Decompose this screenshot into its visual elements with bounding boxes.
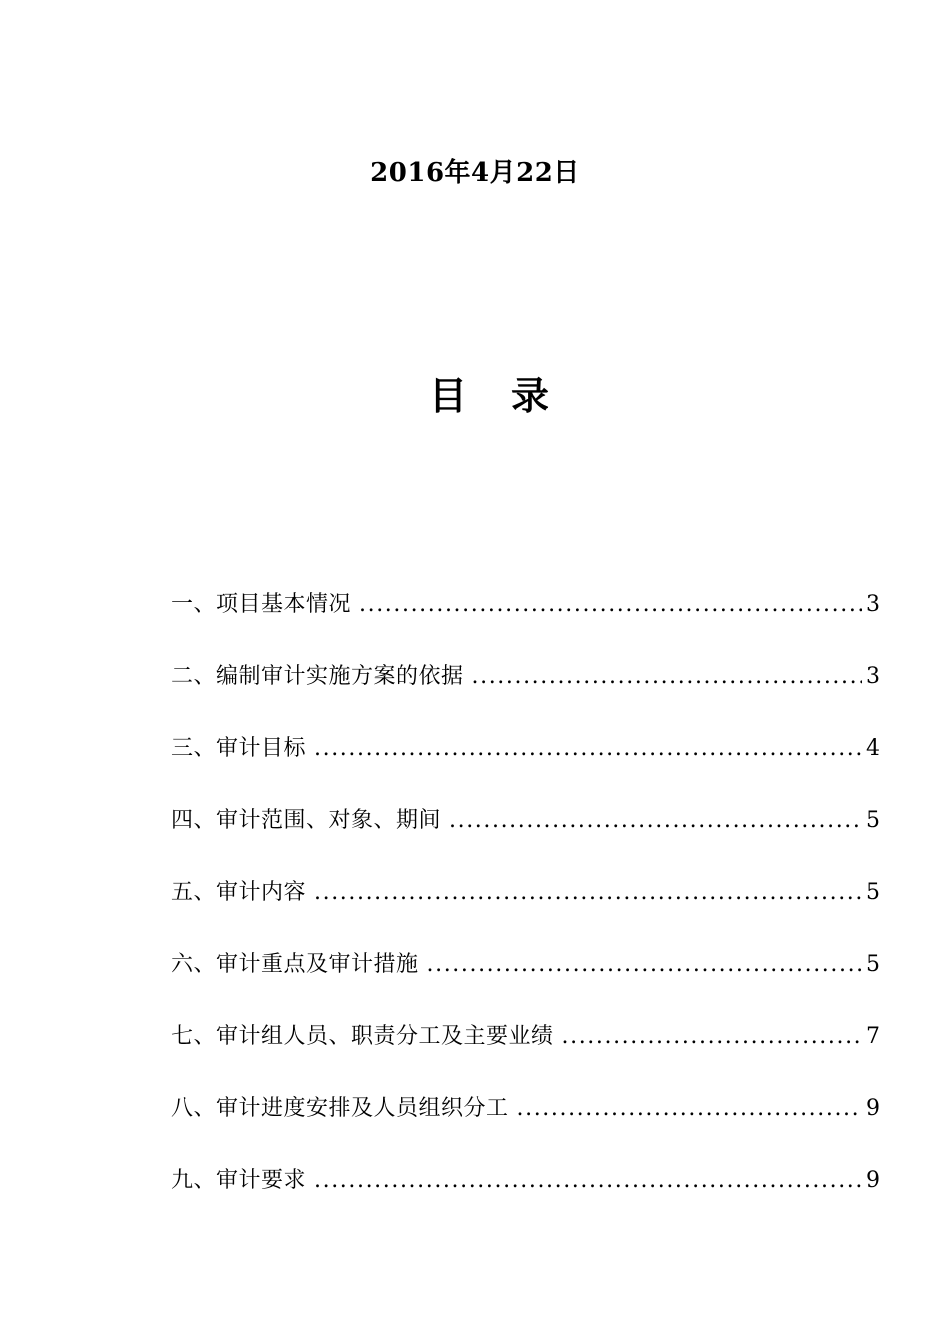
toc-heading	[0, 365, 950, 420]
toc-entry-label: 六、审计重点及审计措施	[171, 952, 419, 977]
toc-entry-label: 八、审计进度安排及人员组织分工	[171, 1096, 509, 1121]
toc-entry-label: 一、项目基本情况	[171, 592, 352, 617]
toc-entry[interactable]	[171, 806, 880, 878]
toc-dot-leader	[427, 950, 862, 980]
toc-entry-page: 4	[866, 736, 880, 761]
toc-dot-leader	[449, 806, 862, 836]
toc-dot-leader	[517, 1094, 862, 1124]
toc-entry-page: 5	[866, 952, 880, 977]
document-date: 2016年4月22日	[370, 158, 580, 188]
table-of-contents	[171, 590, 880, 1238]
toc-entry-label: 五、审计内容	[171, 880, 307, 905]
toc-dot-leader	[359, 590, 862, 620]
toc-dot-leader	[562, 1022, 862, 1052]
toc-entry[interactable]	[171, 1022, 880, 1094]
toc-entry-page: 5	[866, 880, 880, 905]
toc-entry[interactable]	[171, 878, 880, 950]
toc-entry-page: 3	[866, 592, 880, 617]
toc-entry-page: 3	[866, 664, 880, 689]
toc-entry[interactable]	[171, 950, 880, 1022]
toc-entry-page: 9	[866, 1096, 880, 1121]
toc-entry[interactable]	[171, 662, 880, 734]
toc-entry-page: 5	[866, 808, 880, 833]
toc-entry[interactable]	[171, 590, 880, 662]
toc-entry-label: 九、审计要求	[171, 1168, 307, 1193]
toc-entry-label: 七、审计组人员、职责分工及主要业绩	[171, 1024, 554, 1049]
toc-entry-label: 二、编制审计实施方案的依据	[171, 664, 464, 689]
toc-entry-label: 三、审计目标	[171, 736, 307, 761]
toc-dot-leader	[472, 662, 862, 692]
toc-heading-char-1: 目	[428, 374, 469, 418]
toc-entry-label: 四、审计范围、对象、期间	[171, 808, 442, 833]
toc-entry[interactable]	[171, 1166, 880, 1238]
toc-entry[interactable]	[171, 1094, 880, 1166]
toc-entry-page: 7	[866, 1024, 880, 1049]
toc-dot-leader	[314, 878, 862, 908]
toc-dot-leader	[314, 1166, 862, 1196]
toc-heading-char-2: 录	[511, 374, 552, 418]
toc-entry[interactable]	[171, 734, 880, 806]
toc-dot-leader	[314, 734, 862, 764]
toc-entry-page: 9	[866, 1168, 880, 1193]
